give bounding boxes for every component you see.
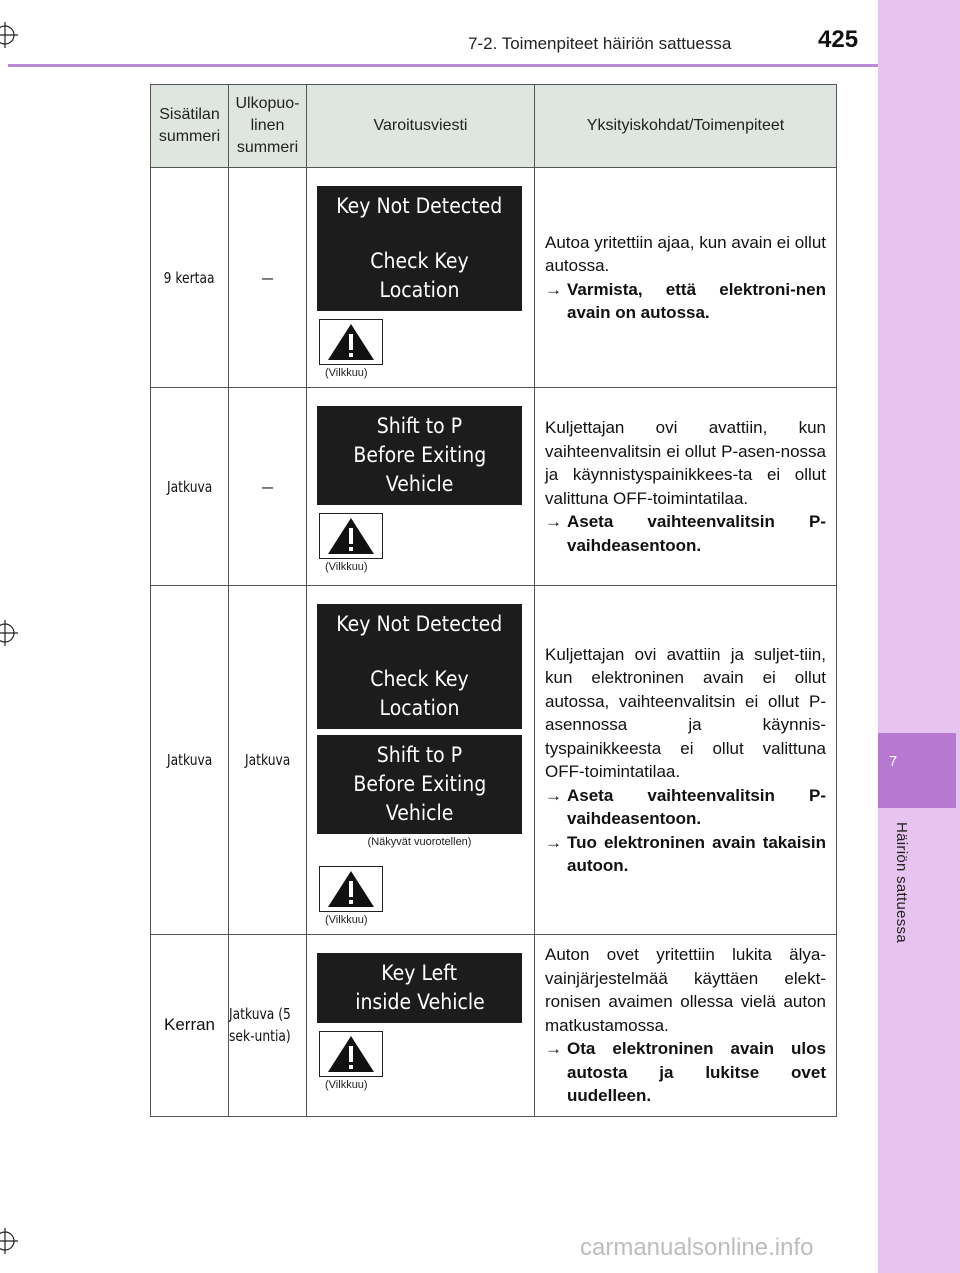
warning-message-display: Shift to P Before Exiting Vehicle (317, 735, 522, 834)
warning-icon (319, 866, 383, 912)
description: Auton ovet yritettiin lukita älya-vainjärjestelmää käyttäen elekt-ronisen avaimen ollessa vielä auton matkustamossa. (545, 945, 826, 1035)
chapter-tab[interactable] (878, 733, 956, 808)
chapter-title: Häiriön sattuessa (893, 822, 910, 943)
action-item: → Varmista, että elektroni-nen avain on autossa. (545, 279, 826, 322)
interior-buzzer-cell: 9 kertaa (151, 168, 229, 388)
watermark: carmanualsonline.info (580, 1234, 814, 1261)
warning-icon (319, 1031, 383, 1077)
chapter-number: 7 (888, 753, 898, 770)
warning-message-cell (307, 168, 535, 388)
action-item: → Ota elektroninen avain ulos autosta ja lukitse ovet uudelleen. (545, 1039, 826, 1105)
side-tab-strip (878, 0, 960, 1273)
warning-message-cell (307, 586, 535, 935)
interior-buzzer-cell: Jatkuva (151, 388, 229, 586)
table-row (151, 586, 837, 935)
description: Kuljettajan ovi avattiin, kun vaihteenvalitsin ei ollut P-asen-nossa ja käynnistyspainikkees-ta ei ollut valittuna OFF-toimintatilaa. (545, 418, 826, 508)
warning-message-cell (307, 935, 535, 1117)
table-header-row (151, 85, 837, 168)
action-item: → Tuo elektroninen avain takaisin autoon. (545, 832, 826, 875)
icon-caption: (Vilkkuu) (325, 914, 368, 926)
header-rule (8, 64, 878, 67)
exterior-buzzer-cell: Jatkuva (5 sek-untia) (229, 935, 307, 1117)
icon-caption: (Vilkkuu) (325, 1079, 368, 1091)
details-cell (535, 388, 837, 586)
description: Kuljettajan ovi avattiin ja suljet-tiin, kun elektroninen avain ei ollut autossa, vaihteenvalitsin ei ollut P-asennossa ja käynnis-tyspainikkeesta ei ollut valittuna OFF-toimintatilaa. (545, 644, 826, 781)
warning-message-display: Key Not Detected Check Key Location (317, 604, 522, 729)
interior-buzzer-cell: Jatkuva (151, 586, 229, 935)
details-cell (535, 586, 837, 935)
warning-message-display: Key Left inside Vehicle (317, 953, 522, 1023)
registration-mark-icon (0, 620, 18, 646)
details-cell (535, 168, 837, 388)
description: Autoa yritettiin ajaa, kun avain ei ollut autossa. (545, 232, 826, 275)
table-row (151, 935, 837, 1117)
column-header: Varoitusviesti (307, 85, 535, 168)
warning-message-display: Shift to P Before Exiting Vehicle (317, 406, 522, 505)
page-number: 425 (818, 26, 859, 53)
registration-mark-icon (0, 22, 18, 48)
column-header: Ulkopuo-linen summeri (229, 85, 307, 168)
column-header: Sisätilan summeri (151, 85, 229, 168)
table-row (151, 168, 837, 388)
exterior-buzzer-cell: Jatkuva (229, 586, 307, 935)
warning-icon (319, 319, 383, 365)
warning-icon (319, 513, 383, 559)
exterior-buzzer-cell: — (229, 388, 307, 586)
section-title: 7-2. Toimenpiteet häiriön sattuessa (468, 34, 732, 53)
registration-mark-icon (0, 1228, 18, 1254)
warning-message-display: Key Not Detected Check Key Location (317, 186, 522, 311)
action-item: → Aseta vaihteenvalitsin P-vaihdeasentoon. (545, 512, 826, 555)
interior-buzzer-cell: Kerran (151, 935, 229, 1117)
icon-caption: (Vilkkuu) (325, 367, 368, 379)
details-cell (535, 935, 837, 1117)
column-header: Yksityiskohdat/Toimenpiteet (535, 85, 837, 168)
warning-table (150, 84, 837, 1117)
table-row (151, 388, 837, 586)
exterior-buzzer-cell: — (229, 168, 307, 388)
warning-message-cell (307, 388, 535, 586)
action-item: → Aseta vaihteenvalitsin P-vaihdeasentoon. (545, 785, 826, 828)
icon-caption: (Vilkkuu) (325, 561, 368, 573)
alternating-caption: (Näkyvät vuorotellen) (367, 836, 472, 848)
